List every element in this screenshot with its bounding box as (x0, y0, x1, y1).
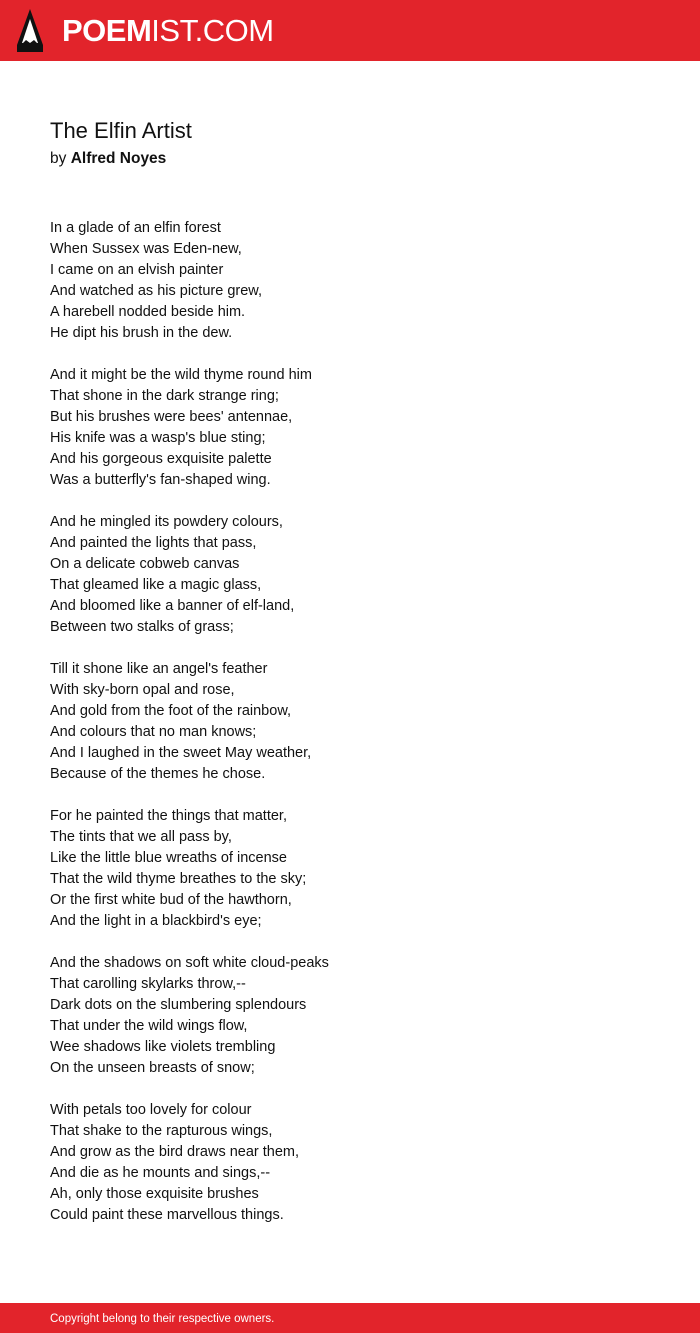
poem-line: On the unseen breasts of snow; (50, 1060, 255, 1076)
poem-line: Dark dots on the slumbering splendours (50, 997, 307, 1013)
poem-line: That under the wild wings flow, (50, 1018, 248, 1034)
poem-line: And watched as his picture grew, (50, 283, 262, 299)
poem-title: The Elfin Artist (50, 118, 192, 143)
poem-line: And the shadows on soft white cloud-peaks (50, 955, 329, 971)
site-header (0, 0, 700, 61)
poem-line: And it might be the wild thyme round him (50, 367, 312, 383)
poem-stanza (50, 1100, 670, 1226)
poem-line: On a delicate cobweb canvas (50, 556, 240, 572)
poem-line: And colours that no man knows; (50, 724, 257, 740)
poem-line: Could paint these marvellous things. (50, 1207, 284, 1223)
poem-line: Or the first white bud of the hawthorn, (50, 892, 292, 908)
poem-line: And die as he mounts and sings,-- (50, 1165, 271, 1181)
poem-stanza (50, 512, 670, 638)
poem-stanza (50, 953, 670, 1079)
poem-body (50, 218, 670, 1247)
poem-line: With petals too lovely for colour (50, 1102, 252, 1118)
by-label: by (50, 150, 67, 167)
pencil-tip-icon[interactable] (17, 9, 43, 52)
poem-line: Ah, only those exquisite brushes (50, 1186, 259, 1202)
poem-line: With sky-born opal and rose, (50, 682, 235, 698)
poem-line: The tints that we all pass by, (50, 829, 232, 845)
brand-light: IST.COM (151, 13, 274, 48)
poem-stanza (50, 806, 670, 932)
poem-line: When Sussex was Eden-new, (50, 241, 242, 257)
poem-stanza (50, 659, 670, 785)
poem-line: A harebell nodded beside him. (50, 304, 246, 320)
poem-line: That shake to the rapturous wings, (50, 1123, 273, 1139)
poem-line: Between two stalks of grass; (50, 619, 234, 635)
poem-line: And the light in a blackbird's eye; (50, 913, 262, 929)
poem-line: That shone in the dark strange ring; (50, 388, 279, 404)
poem-line: Wee shadows like violets trembling (50, 1039, 276, 1055)
poem-line: That the wild thyme breathes to the sky; (50, 871, 307, 887)
poem-line: For he painted the things that matter, (50, 808, 287, 824)
poem-line: But his brushes were bees' antennae, (50, 409, 293, 425)
poem-line: That gleamed like a magic glass, (50, 577, 262, 593)
poem-line: I came on an elvish painter (50, 262, 224, 278)
poem-line: And bloomed like a banner of elf-land, (50, 598, 295, 614)
poem-line: He dipt his brush in the dew. (50, 325, 233, 341)
poem-byline (50, 148, 166, 170)
poem-line: In a glade of an elfin forest (50, 220, 221, 236)
poem-line: Was a butterfly's fan-shaped wing. (50, 472, 271, 488)
poem-stanza (50, 218, 670, 344)
brand-bold: POEM (62, 13, 152, 48)
poem-line: Because of the themes he chose. (50, 766, 266, 782)
poem-line: And he mingled its powdery colours, (50, 514, 283, 530)
poem-stanza (50, 365, 670, 491)
poem-line: And I laughed in the sweet May weather, (50, 745, 312, 761)
poem-line: His knife was a wasp's blue sting; (50, 430, 266, 446)
poem-author: Alfred Noyes (70, 150, 167, 167)
poem-line: Till it shone like an angel's feather (50, 661, 268, 677)
site-footer (0, 1303, 700, 1333)
site-logo-text[interactable] (62, 12, 274, 50)
poem-line: And his gorgeous exquisite palette (50, 451, 272, 467)
poem-line: That carolling skylarks throw,-- (50, 976, 246, 992)
poem-line: Like the little blue wreaths of incense (50, 850, 287, 866)
poem-line: And painted the lights that pass, (50, 535, 257, 551)
poem-line: And grow as the bird draws near them, (50, 1144, 300, 1160)
copyright-text: Copyright belong to their respective owners. (50, 1313, 275, 1325)
poem-line: And gold from the foot of the rainbow, (50, 703, 292, 719)
